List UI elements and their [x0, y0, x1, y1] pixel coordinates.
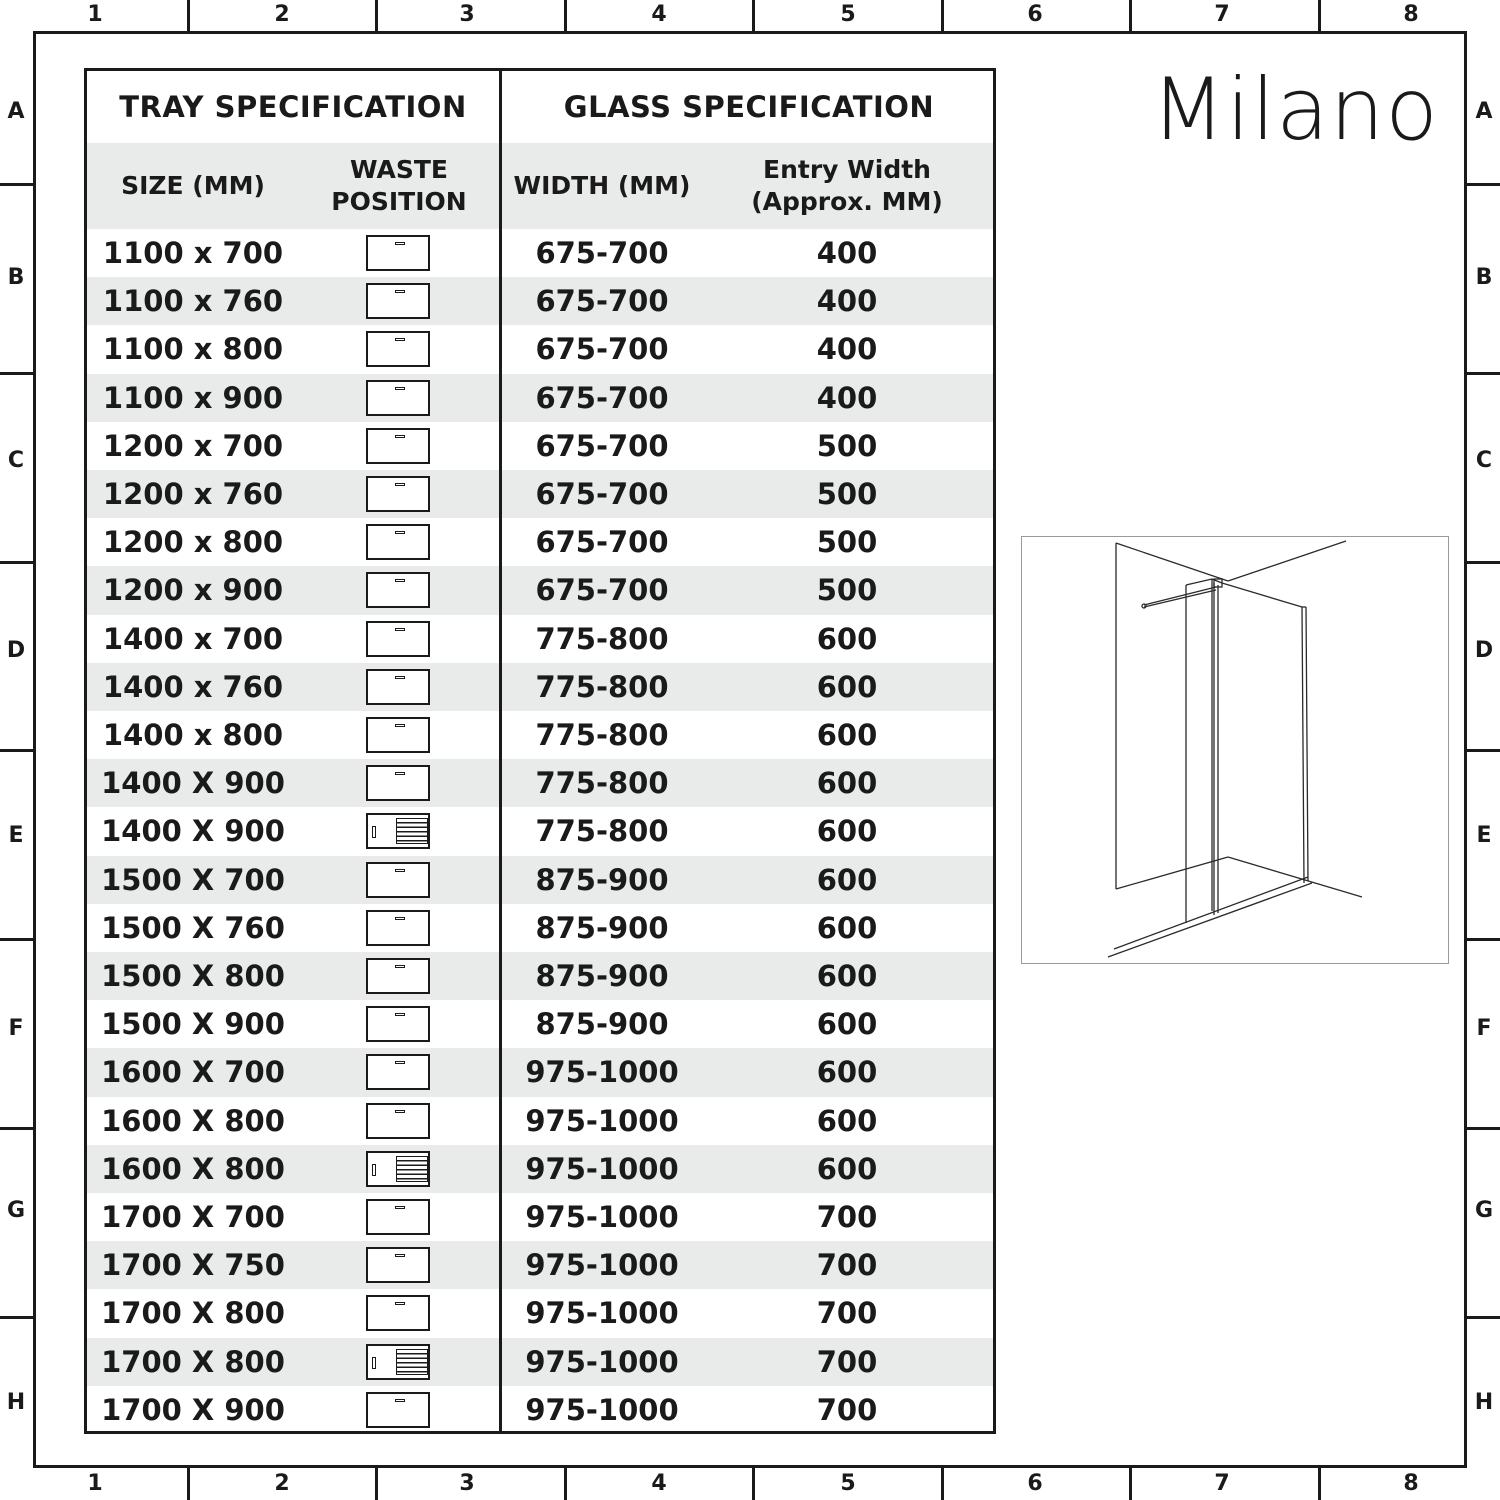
entry-width-cell: 600	[816, 718, 878, 753]
grid-row-label-left: G	[6, 1198, 26, 1223]
border-top	[33, 31, 1467, 34]
waste-position-cell	[365, 1000, 431, 1048]
drain-icon	[395, 772, 405, 775]
end-waste-tray-icon	[366, 1392, 430, 1428]
end-waste-tray-icon	[366, 910, 430, 946]
end-waste-tray-icon	[366, 476, 430, 512]
end-waste-tray-icon	[366, 331, 430, 367]
width-cell: 875-900	[535, 910, 669, 945]
size-cell: 1100 x 900	[102, 380, 284, 415]
width-cell: 975-1000	[525, 1151, 679, 1186]
grid-column-label-top: 6	[1027, 2, 1043, 27]
entry-width-cell: 500	[816, 525, 878, 560]
table-row	[87, 856, 993, 904]
width-cell: 675-700	[535, 332, 669, 367]
size-cell: 1400 X 900	[101, 814, 285, 849]
table-row	[87, 566, 993, 614]
waste-position-cell	[365, 1338, 431, 1386]
specification-table	[84, 68, 996, 1434]
waste-position-cell	[365, 518, 431, 566]
grid-column-label-bottom: 7	[1214, 1471, 1230, 1496]
border-bottom	[33, 1465, 1467, 1468]
grid-tick	[564, 1466, 567, 1500]
entry-width-cell: 700	[816, 1296, 878, 1331]
size-cell: 1700 X 800	[101, 1296, 285, 1331]
grid-tick	[1466, 749, 1500, 752]
table-row	[87, 904, 993, 952]
drain-icon	[395, 579, 405, 582]
waste-position-cell	[365, 566, 431, 614]
width-cell: 775-800	[535, 766, 669, 801]
table-row	[87, 952, 993, 1000]
end-waste-tray-icon	[366, 958, 430, 994]
end-waste-tray-icon	[366, 1295, 430, 1331]
entry-width-cell: 600	[816, 1007, 878, 1042]
grid-tick	[0, 372, 34, 375]
width-cell: 775-800	[535, 621, 669, 656]
waste-position-cell	[365, 759, 431, 807]
grid-row-label-right: C	[1475, 448, 1493, 473]
width-column-header: WIDTH (MM)	[513, 171, 691, 200]
size-cell: 1500 X 760	[101, 910, 285, 945]
entry-width-cell: 400	[816, 236, 878, 271]
grid-tick	[1466, 183, 1500, 186]
grid-column-label-bottom: 2	[274, 1471, 290, 1496]
grid-row-label-left: H	[6, 1390, 26, 1415]
width-cell: 675-700	[535, 477, 669, 512]
grate-icon	[396, 818, 428, 844]
tray-specification-title: TRAY SPECIFICATION	[119, 90, 467, 124]
walk-in-shower-screen-icon	[1022, 537, 1448, 963]
end-waste-tray-icon	[366, 765, 430, 801]
grid-tick	[564, 0, 567, 34]
width-cell: 875-900	[535, 862, 669, 897]
grid-tick	[1466, 561, 1500, 564]
size-cell: 1100 x 800	[102, 332, 284, 367]
grid-tick	[187, 1466, 190, 1500]
drain-icon	[395, 1399, 405, 1402]
waste-position-cell	[365, 422, 431, 470]
size-cell: 1100 x 760	[102, 284, 284, 319]
end-waste-tray-icon	[366, 1247, 430, 1283]
waste-position-cell	[365, 1097, 431, 1145]
waste-position-cell	[365, 1386, 431, 1434]
end-waste-tray-icon	[366, 524, 430, 560]
drain-icon	[372, 1357, 376, 1369]
grid-row-label-right: F	[1476, 1016, 1492, 1041]
drain-icon	[395, 917, 405, 920]
table-row	[87, 422, 993, 470]
table-row	[87, 1241, 993, 1289]
entry-width-column-header: Entry Width (Approx. MM)	[751, 155, 943, 216]
grid-row-label-left: D	[6, 638, 26, 663]
width-cell: 775-800	[535, 814, 669, 849]
size-cell: 1700 X 900	[101, 1392, 285, 1427]
grid-tick	[1466, 1316, 1500, 1319]
grid-column-label-top: 4	[651, 2, 667, 27]
grid-column-label-bottom: 6	[1027, 1471, 1043, 1496]
grid-tick	[1129, 1466, 1132, 1500]
width-cell: 975-1000	[525, 1055, 679, 1090]
drain-icon	[395, 1206, 405, 1209]
drain-icon	[395, 242, 405, 245]
table-row	[87, 374, 993, 422]
width-cell: 675-700	[535, 573, 669, 608]
size-cell: 1500 X 900	[101, 1007, 285, 1042]
grid-tick	[0, 749, 34, 752]
side-waste-tray-icon	[366, 1344, 430, 1380]
table-row	[87, 1386, 993, 1434]
entry-width-cell: 400	[816, 332, 878, 367]
drain-icon	[395, 435, 405, 438]
grid-row-label-left: B	[7, 265, 25, 290]
waste-position-cell	[365, 374, 431, 422]
grid-column-label-top: 3	[459, 2, 475, 27]
width-cell: 775-800	[535, 669, 669, 704]
end-waste-tray-icon	[366, 717, 430, 753]
entry-width-cell: 700	[816, 1200, 878, 1235]
grid-row-label-right: A	[1475, 99, 1493, 124]
grid-tick	[752, 0, 755, 34]
table-row	[87, 807, 993, 855]
drain-icon	[372, 1164, 376, 1176]
table-row	[87, 1289, 993, 1337]
waste-position-column-header: WASTE POSITION	[331, 155, 467, 216]
entry-width-cell: 600	[816, 862, 878, 897]
drain-icon	[395, 290, 405, 293]
width-cell: 675-700	[535, 380, 669, 415]
drain-icon	[395, 1254, 405, 1257]
size-cell: 1200 x 800	[102, 525, 284, 560]
table-row	[87, 518, 993, 566]
end-waste-tray-icon	[366, 1006, 430, 1042]
width-cell: 875-900	[535, 1007, 669, 1042]
size-cell: 1600 X 800	[101, 1103, 285, 1138]
section-divider-overlay	[499, 71, 502, 1431]
size-cell: 1700 X 750	[101, 1248, 285, 1283]
grid-column-label-bottom: 1	[87, 1471, 103, 1496]
grid-row-label-left: F	[8, 1016, 24, 1041]
grid-tick	[1318, 1466, 1321, 1500]
width-cell: 975-1000	[525, 1392, 679, 1427]
waste-position-cell	[365, 663, 431, 711]
entry-width-cell: 600	[816, 669, 878, 704]
entry-width-cell: 600	[816, 959, 878, 994]
size-cell: 1400 x 760	[102, 669, 284, 704]
grid-tick	[0, 1127, 34, 1130]
waste-position-cell	[365, 325, 431, 373]
size-cell: 1600 X 700	[101, 1055, 285, 1090]
end-waste-tray-icon	[366, 669, 430, 705]
grid-row-label-right: D	[1474, 638, 1494, 663]
table-row	[87, 1338, 993, 1386]
grid-row-label-right: E	[1476, 823, 1492, 848]
width-cell: 775-800	[535, 718, 669, 753]
entry-width-cell: 600	[816, 1055, 878, 1090]
size-cell: 1400 X 900	[101, 766, 285, 801]
drain-icon	[395, 676, 405, 679]
waste-position-cell	[365, 277, 431, 325]
grid-row-label-right: G	[1474, 1198, 1494, 1223]
end-waste-tray-icon	[366, 572, 430, 608]
waste-position-cell	[365, 1145, 431, 1193]
size-cell: 1500 X 800	[101, 959, 285, 994]
grid-tick	[1466, 372, 1500, 375]
width-cell: 675-700	[535, 284, 669, 319]
entry-width-cell: 700	[816, 1392, 878, 1427]
end-waste-tray-icon	[366, 380, 430, 416]
drain-icon	[395, 387, 405, 390]
table-row	[87, 759, 993, 807]
width-cell: 975-1000	[525, 1200, 679, 1235]
grid-tick	[941, 0, 944, 34]
grid-row-label-left: C	[7, 448, 25, 473]
table-row	[87, 711, 993, 759]
drain-icon	[395, 338, 405, 341]
grid-row-label-left: A	[7, 99, 25, 124]
size-cell: 1700 X 800	[101, 1344, 285, 1379]
waste-position-cell	[365, 1193, 431, 1241]
table-row	[87, 615, 993, 663]
grid-tick	[1466, 938, 1500, 941]
entry-width-cell: 500	[816, 477, 878, 512]
grid-column-label-bottom: 4	[651, 1471, 667, 1496]
grid-row-label-right: B	[1475, 265, 1493, 290]
grid-column-label-top: 1	[87, 2, 103, 27]
table-row	[87, 1193, 993, 1241]
entry-width-cell: 600	[816, 621, 878, 656]
width-cell: 975-1000	[525, 1103, 679, 1138]
side-waste-tray-icon	[366, 813, 430, 849]
grid-tick	[1466, 1127, 1500, 1130]
entry-width-cell: 600	[816, 766, 878, 801]
table-row	[87, 277, 993, 325]
entry-width-cell: 400	[816, 380, 878, 415]
size-cell: 1400 x 700	[102, 621, 284, 656]
size-cell: 1200 x 900	[102, 573, 284, 608]
grid-row-label-left: E	[8, 823, 24, 848]
end-waste-tray-icon	[366, 621, 430, 657]
grid-column-label-top: 8	[1403, 2, 1419, 27]
grid-column-label-bottom: 8	[1403, 1471, 1419, 1496]
size-cell: 1600 X 800	[101, 1151, 285, 1186]
table-row	[87, 1097, 993, 1145]
table-row	[87, 1048, 993, 1096]
grid-column-label-top: 5	[840, 2, 856, 27]
waste-position-cell	[365, 856, 431, 904]
table-row	[87, 663, 993, 711]
width-cell: 975-1000	[525, 1296, 679, 1331]
drain-icon	[395, 869, 405, 872]
end-waste-tray-icon	[366, 1103, 430, 1139]
grate-icon	[396, 1349, 428, 1375]
waste-position-cell	[365, 470, 431, 518]
size-cell: 1500 X 700	[101, 862, 285, 897]
width-cell: 975-1000	[525, 1248, 679, 1283]
grid-column-label-bottom: 3	[459, 1471, 475, 1496]
waste-position-cell	[365, 615, 431, 663]
waste-position-cell	[365, 711, 431, 759]
grid-tick	[375, 1466, 378, 1500]
grid-tick	[0, 183, 34, 186]
size-cell: 1200 x 700	[102, 428, 284, 463]
waste-position-cell	[365, 952, 431, 1000]
shower-screen-diagram	[1021, 536, 1449, 964]
table-row	[87, 1000, 993, 1048]
milano-logo: Milano	[1151, 60, 1439, 160]
width-cell: 675-700	[535, 428, 669, 463]
waste-position-cell	[365, 1289, 431, 1337]
grid-column-label-top: 7	[1214, 2, 1230, 27]
glass-specification-title: GLASS SPECIFICATION	[563, 90, 935, 124]
entry-width-cell: 500	[816, 573, 878, 608]
grid-tick	[0, 938, 34, 941]
end-waste-tray-icon	[366, 1199, 430, 1235]
end-waste-tray-icon	[366, 283, 430, 319]
grid-column-label-bottom: 5	[840, 1471, 856, 1496]
end-waste-tray-icon	[366, 1054, 430, 1090]
waste-position-cell	[365, 1048, 431, 1096]
grid-tick	[187, 0, 190, 34]
width-cell: 975-1000	[525, 1344, 679, 1379]
grid-tick	[0, 1316, 34, 1319]
table-row	[87, 470, 993, 518]
grid-tick	[0, 561, 34, 564]
size-cell: 1700 X 700	[101, 1200, 285, 1235]
drain-icon	[395, 1061, 405, 1064]
grid-tick	[1129, 0, 1132, 34]
drain-icon	[372, 826, 376, 838]
grid-row-label-right: H	[1474, 1390, 1494, 1415]
entry-width-cell: 400	[816, 284, 878, 319]
entry-width-cell: 600	[816, 814, 878, 849]
waste-position-cell	[365, 807, 431, 855]
grid-tick	[941, 1466, 944, 1500]
drain-icon	[395, 1013, 405, 1016]
width-cell: 875-900	[535, 959, 669, 994]
grid-column-label-top: 2	[274, 2, 290, 27]
size-cell: 1100 x 700	[102, 236, 284, 271]
table-row	[87, 325, 993, 373]
waste-position-cell	[365, 229, 431, 277]
grate-icon	[396, 1156, 428, 1182]
drain-icon	[395, 628, 405, 631]
size-column-header: SIZE (MM)	[121, 171, 265, 200]
size-cell: 1400 x 800	[102, 718, 284, 753]
grid-tick	[375, 0, 378, 34]
entry-width-cell: 600	[816, 1151, 878, 1186]
waste-position-cell	[365, 1241, 431, 1289]
drain-icon	[395, 1110, 405, 1113]
table-row	[87, 1145, 993, 1193]
end-waste-tray-icon	[366, 235, 430, 271]
size-cell: 1200 x 760	[102, 477, 284, 512]
side-waste-tray-icon	[366, 1151, 430, 1187]
entry-width-cell: 600	[816, 1103, 878, 1138]
drain-icon	[395, 483, 405, 486]
entry-width-cell: 700	[816, 1248, 878, 1283]
waste-position-cell	[365, 904, 431, 952]
drain-icon	[395, 724, 405, 727]
grid-tick	[752, 1466, 755, 1500]
drain-icon	[395, 965, 405, 968]
table-row	[87, 229, 993, 277]
entry-width-cell: 500	[816, 428, 878, 463]
drain-icon	[395, 1302, 405, 1305]
drain-icon	[395, 531, 405, 534]
width-cell: 675-700	[535, 236, 669, 271]
entry-width-cell: 700	[816, 1344, 878, 1379]
end-waste-tray-icon	[366, 428, 430, 464]
entry-width-cell: 600	[816, 910, 878, 945]
grid-tick	[1318, 0, 1321, 34]
width-cell: 675-700	[535, 525, 669, 560]
end-waste-tray-icon	[366, 862, 430, 898]
